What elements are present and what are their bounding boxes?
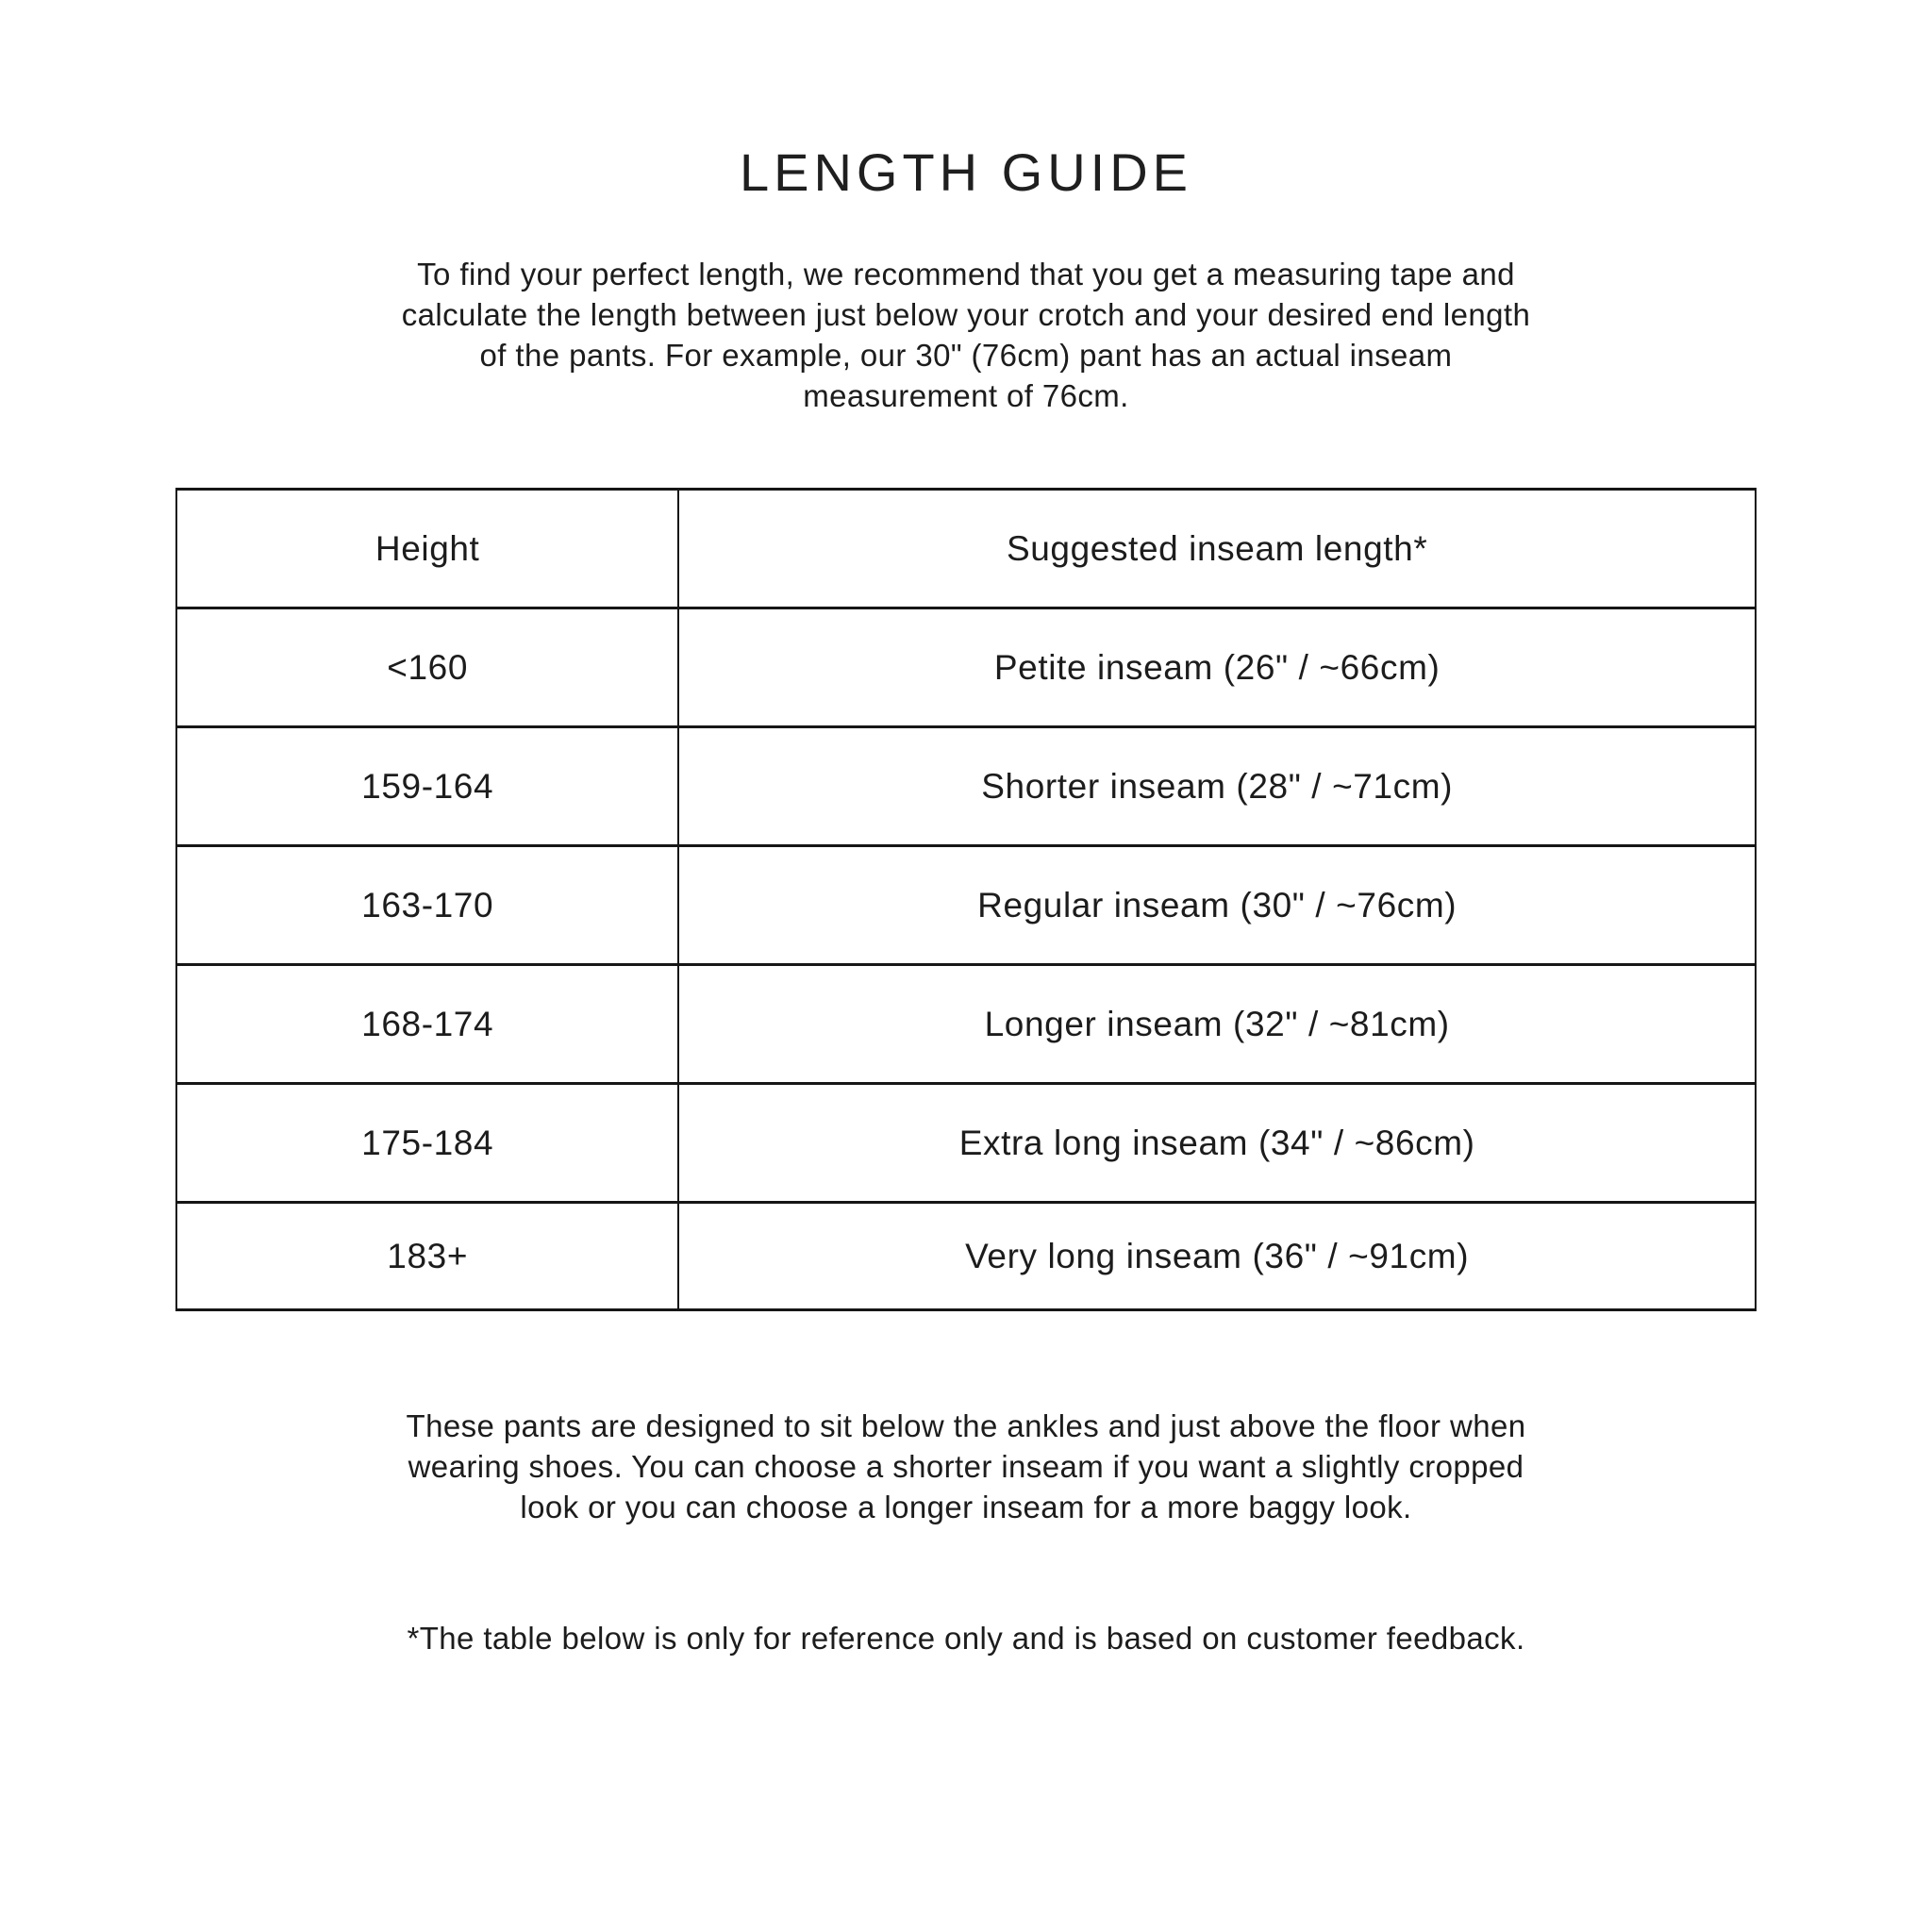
cell-height: 183+ [176,1203,678,1310]
cell-height: 168-174 [176,965,678,1084]
table-row [176,1203,1756,1310]
fit-note-line: wearing shoes. You can choose a shorter inseam if you want a slightly cropped [408,1449,1524,1484]
header-height: Height [176,490,678,608]
cell-inseam: Regular inseam (30" / ~76cm) [678,846,1756,965]
intro-paragraph [0,254,1932,416]
cell-inseam: Shorter inseam (28" / ~71cm) [678,727,1756,846]
cell-height: 175-184 [176,1084,678,1203]
cell-height: <160 [176,608,678,727]
fit-note-line: These pants are designed to sit below the ankles and just above the floor when [406,1408,1526,1443]
cell-inseam: Petite inseam (26" / ~66cm) [678,608,1756,727]
table-row [176,608,1756,727]
table-row [176,1084,1756,1203]
table-row [176,965,1756,1084]
cell-inseam: Longer inseam (32" / ~81cm) [678,965,1756,1084]
table-header-row [176,490,1756,608]
page-title: LENGTH GUIDE [739,142,1193,202]
intro-line: measurement of 76cm. [803,378,1129,413]
cell-height: 163-170 [176,846,678,965]
cell-inseam: Extra long inseam (34" / ~86cm) [678,1084,1756,1203]
cell-height: 159-164 [176,727,678,846]
inseam-length-table [175,488,1757,1311]
fit-note-paragraph [0,1406,1932,1527]
reference-footnote: *The table below is only for reference only and is based on customer feedback. [407,1621,1525,1656]
header-inseam: Suggested inseam length* [678,490,1756,608]
table-row [176,727,1756,846]
table-row [176,846,1756,965]
cell-inseam: Very long inseam (36" / ~91cm) [678,1203,1756,1310]
fit-note-line: look or you can choose a longer inseam for a more baggy look. [520,1490,1412,1524]
intro-line: To find your perfect length, we recommend that you get a measuring tape and [417,257,1515,291]
intro-line: calculate the length between just below your crotch and your desired end length [401,297,1531,332]
intro-line: of the pants. For example, our 30" (76cm) pant has an actual inseam [479,338,1453,373]
